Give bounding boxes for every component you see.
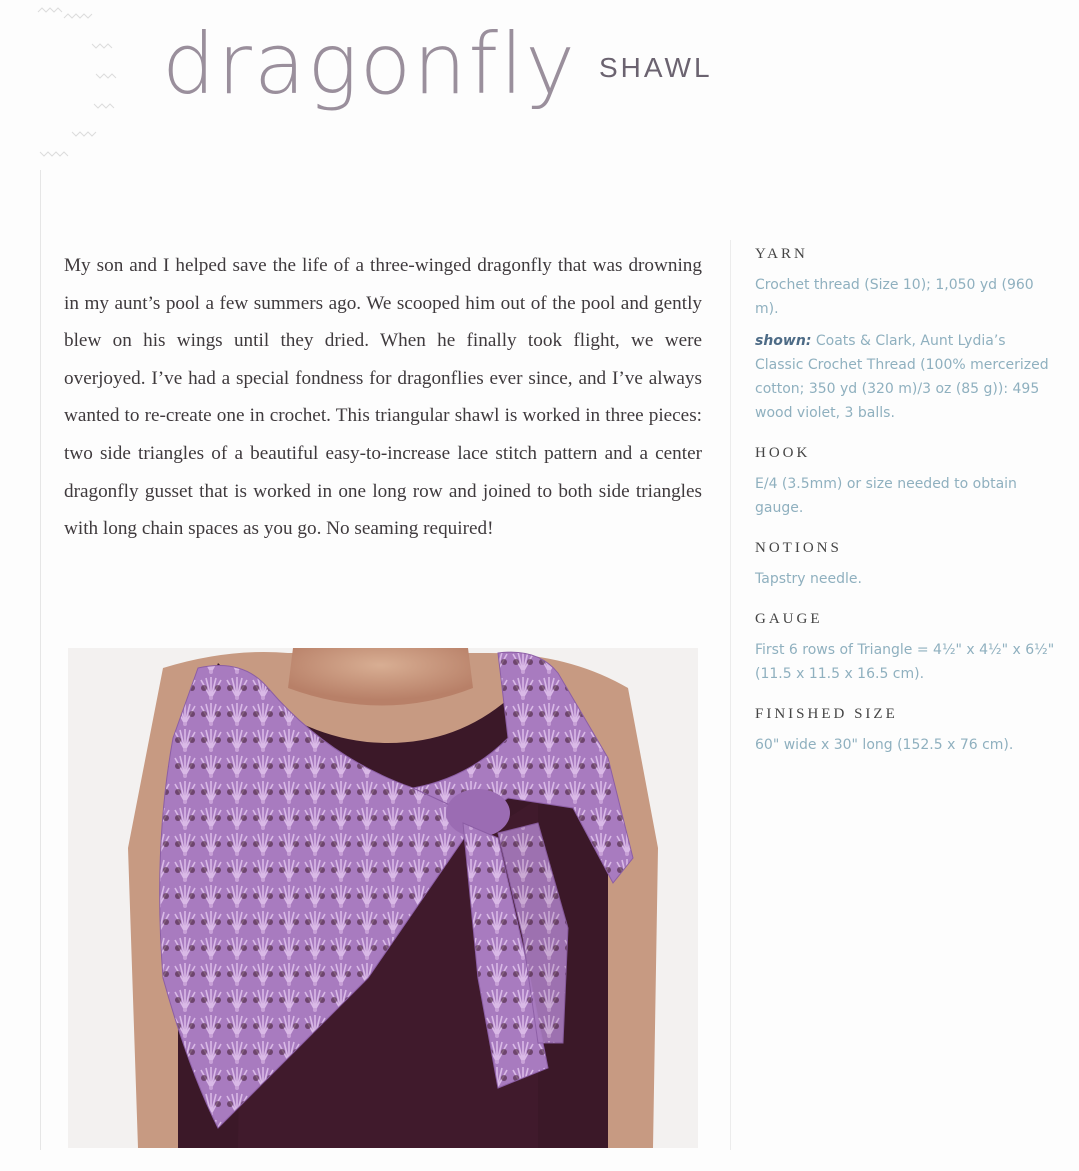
page-title [162, 15, 713, 113]
gauge-text: First 6 rows of Triangle = 4½" x 4½" x 6½" (11.5 x 11.5 x 16.5 cm). [755, 642, 1055, 682]
intro-paragraph: My son and I helped save the life of a three-winged dragonfly that was drowning in my aunt’s pool a few summers ago. We scooped him out of the pool and gently blew on his wings until they dried. When he finally took flight, we were overjoyed. I’ve had a special fondness for dragonflies ever since, and I’ve always wanted to re-create one in crochet. This triangular shawl is worked in three pieces: two side triangles of a beautiful easy-to-increase lace stitch pattern and a center dragonfly gusset that is worked in one long row and joined to both side triangles with long chain spaces as you go. No seaming required! [64, 255, 702, 540]
gauge-heading: GAUGE [755, 611, 823, 627]
specs-sidebar [755, 246, 1055, 777]
shawl-photo-illustration [68, 648, 698, 1148]
finished-size-section [755, 706, 1055, 757]
title-sub: SHAWL [599, 52, 713, 83]
shown-label: shown: [755, 333, 812, 349]
notions-section [755, 540, 1055, 591]
shown-text: Coats & Clark, Aunt Lydia’s Classic Crochet Thread (100% mercerized cotton; 350 yd (320 m)/3 oz (85 g)): 495 wood violet, 3 balls. [755, 333, 1049, 421]
notions-text: Tapstry needle. [755, 571, 862, 587]
yarn-heading: YARN [755, 246, 808, 262]
gauge-section [755, 611, 1055, 686]
title-main: dragonfly [162, 15, 577, 113]
hook-section [755, 445, 1055, 520]
finished-size-text: 60" wide x 30" long (152.5 x 76 cm). [755, 737, 1014, 753]
yarn-shown [755, 329, 1055, 425]
yarn-section [755, 246, 1055, 425]
zigzag-ornament [34, 4, 124, 174]
column-divider [730, 240, 731, 1150]
shawl-photo [68, 648, 698, 1148]
notions-heading: NOTIONS [755, 540, 842, 556]
hook-text: E/4 (3.5mm) or size needed to obtain gauge. [755, 476, 1017, 516]
yarn-text: Crochet thread (Size 10); 1,050 yd (960 m). [755, 277, 1034, 317]
left-rule [40, 170, 41, 1150]
hook-heading: HOOK [755, 445, 811, 461]
finished-size-heading: FINISHED SIZE [755, 706, 898, 722]
